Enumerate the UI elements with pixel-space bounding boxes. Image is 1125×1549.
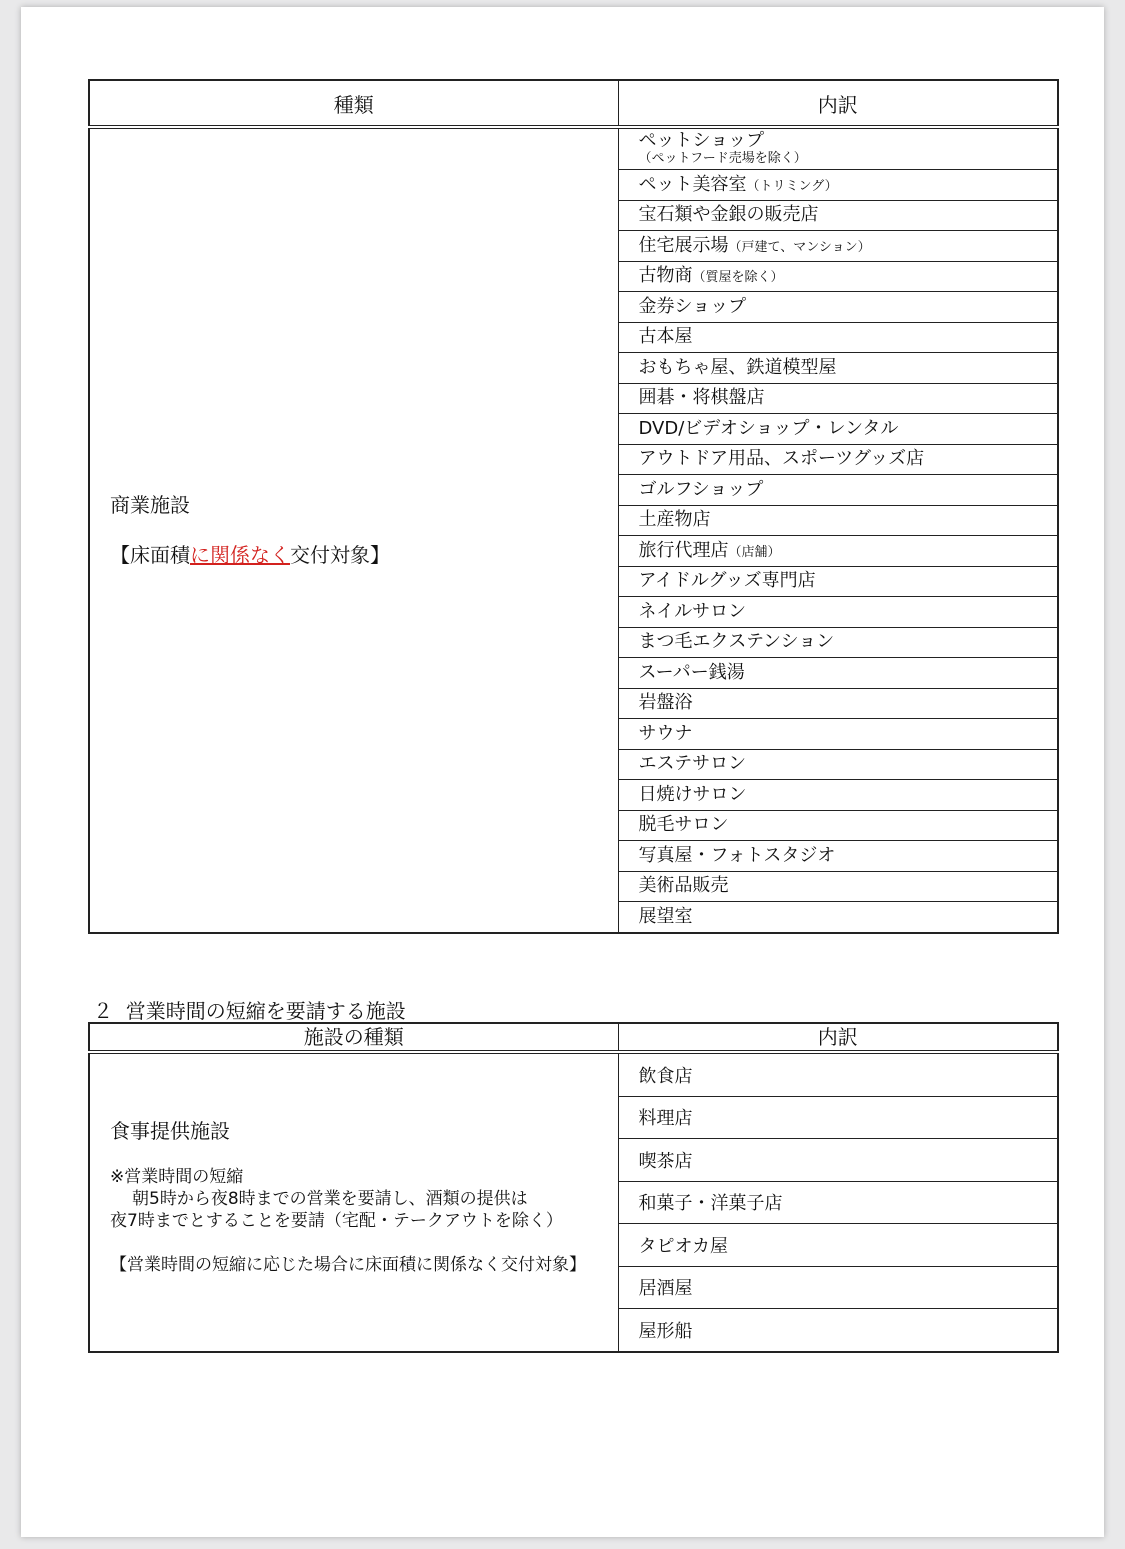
category-note: 【床面積に関係なく交付対象】 — [110, 543, 390, 568]
condition-note: 【営業時間の短縮に応じた場合に床面積に関係なく交付対象】 — [110, 1255, 586, 1276]
detail-item: 古物商（質屋を除く） — [618, 261, 1058, 292]
note-line: 夜7時までとすることを要請（宅配・テークアウトを除く） — [110, 1211, 563, 1232]
note-title: ※営業時間の短縮 — [110, 1167, 244, 1187]
detail-item: まつ毛エクステンション — [618, 627, 1058, 658]
detail-item: ネイルサロン — [618, 597, 1058, 628]
detail-item: 古本屋 — [618, 322, 1058, 353]
detail-item: 屋形船 — [618, 1309, 1058, 1352]
detail-item: 岩盤浴 — [618, 688, 1058, 719]
header-kind: 種類 — [89, 80, 618, 127]
detail-item: アイドルグッズ専門店 — [618, 566, 1058, 597]
commercial-facilities-table — [88, 79, 1059, 934]
header-detail: 内訳 — [618, 1023, 1058, 1052]
detail-item: 展望室 — [618, 902, 1058, 933]
detail-item: 日焼けサロン — [618, 780, 1058, 811]
header-detail: 内訳 — [618, 80, 1058, 127]
detail-item: サウナ — [618, 719, 1058, 750]
detail-item: DVD/ビデオショップ・レンタル — [618, 414, 1058, 445]
detail-item: 写真屋・フォトスタジオ — [618, 841, 1058, 872]
detail-item: 宝石類や金銀の販売店 — [618, 200, 1058, 231]
detail-item: 居酒屋 — [618, 1266, 1058, 1309]
shortened-hours-table — [88, 1022, 1059, 1353]
detail-item: ペットショップ （ペットフード売場を除く） — [618, 127, 1058, 170]
detail-item: スーパー銭湯 — [618, 658, 1058, 689]
detail-item: おもちゃ屋、鉄道模型屋 — [618, 353, 1058, 384]
detail-item: ペット美容室（トリミング） — [618, 170, 1058, 201]
detail-item: エステサロン — [618, 749, 1058, 780]
category-title: 商業施設 — [110, 493, 190, 518]
note-line: 朝5時から夜8時までの営業を要請し、酒類の提供は — [132, 1189, 528, 1210]
detail-item: 住宅展示場（戸建て、マンション） — [618, 231, 1058, 262]
detail-item: 旅行代理店（店舗） — [618, 536, 1058, 567]
detail-item: 和菓子・洋菓子店 — [618, 1181, 1058, 1224]
category-cell — [89, 127, 618, 933]
header-kind: 施設の種類 — [89, 1023, 618, 1052]
detail-item: 飲食店 — [618, 1052, 1058, 1096]
detail-item: 料理店 — [618, 1096, 1058, 1139]
detail-item: 土産物店 — [618, 505, 1058, 536]
category-title: 食事提供施設 — [110, 1119, 230, 1143]
detail-item: 喫茶店 — [618, 1139, 1058, 1182]
detail-item: 囲碁・将棋盤店 — [618, 383, 1058, 414]
category-cell — [89, 1052, 618, 1352]
section-title: ２ 営業時間の短縮を要請する施設 — [93, 999, 406, 1023]
detail-item: 金券ショップ — [618, 292, 1058, 323]
detail-item: 美術品販売 — [618, 871, 1058, 902]
highlighted-text: に関係なく — [190, 543, 290, 568]
detail-item: 脱毛サロン — [618, 810, 1058, 841]
detail-item: ゴルフショップ — [618, 475, 1058, 506]
detail-item: タピオカ屋 — [618, 1224, 1058, 1267]
detail-item: アウトドア用品、スポーツグッズ店 — [618, 444, 1058, 475]
document-page — [21, 7, 1104, 1537]
